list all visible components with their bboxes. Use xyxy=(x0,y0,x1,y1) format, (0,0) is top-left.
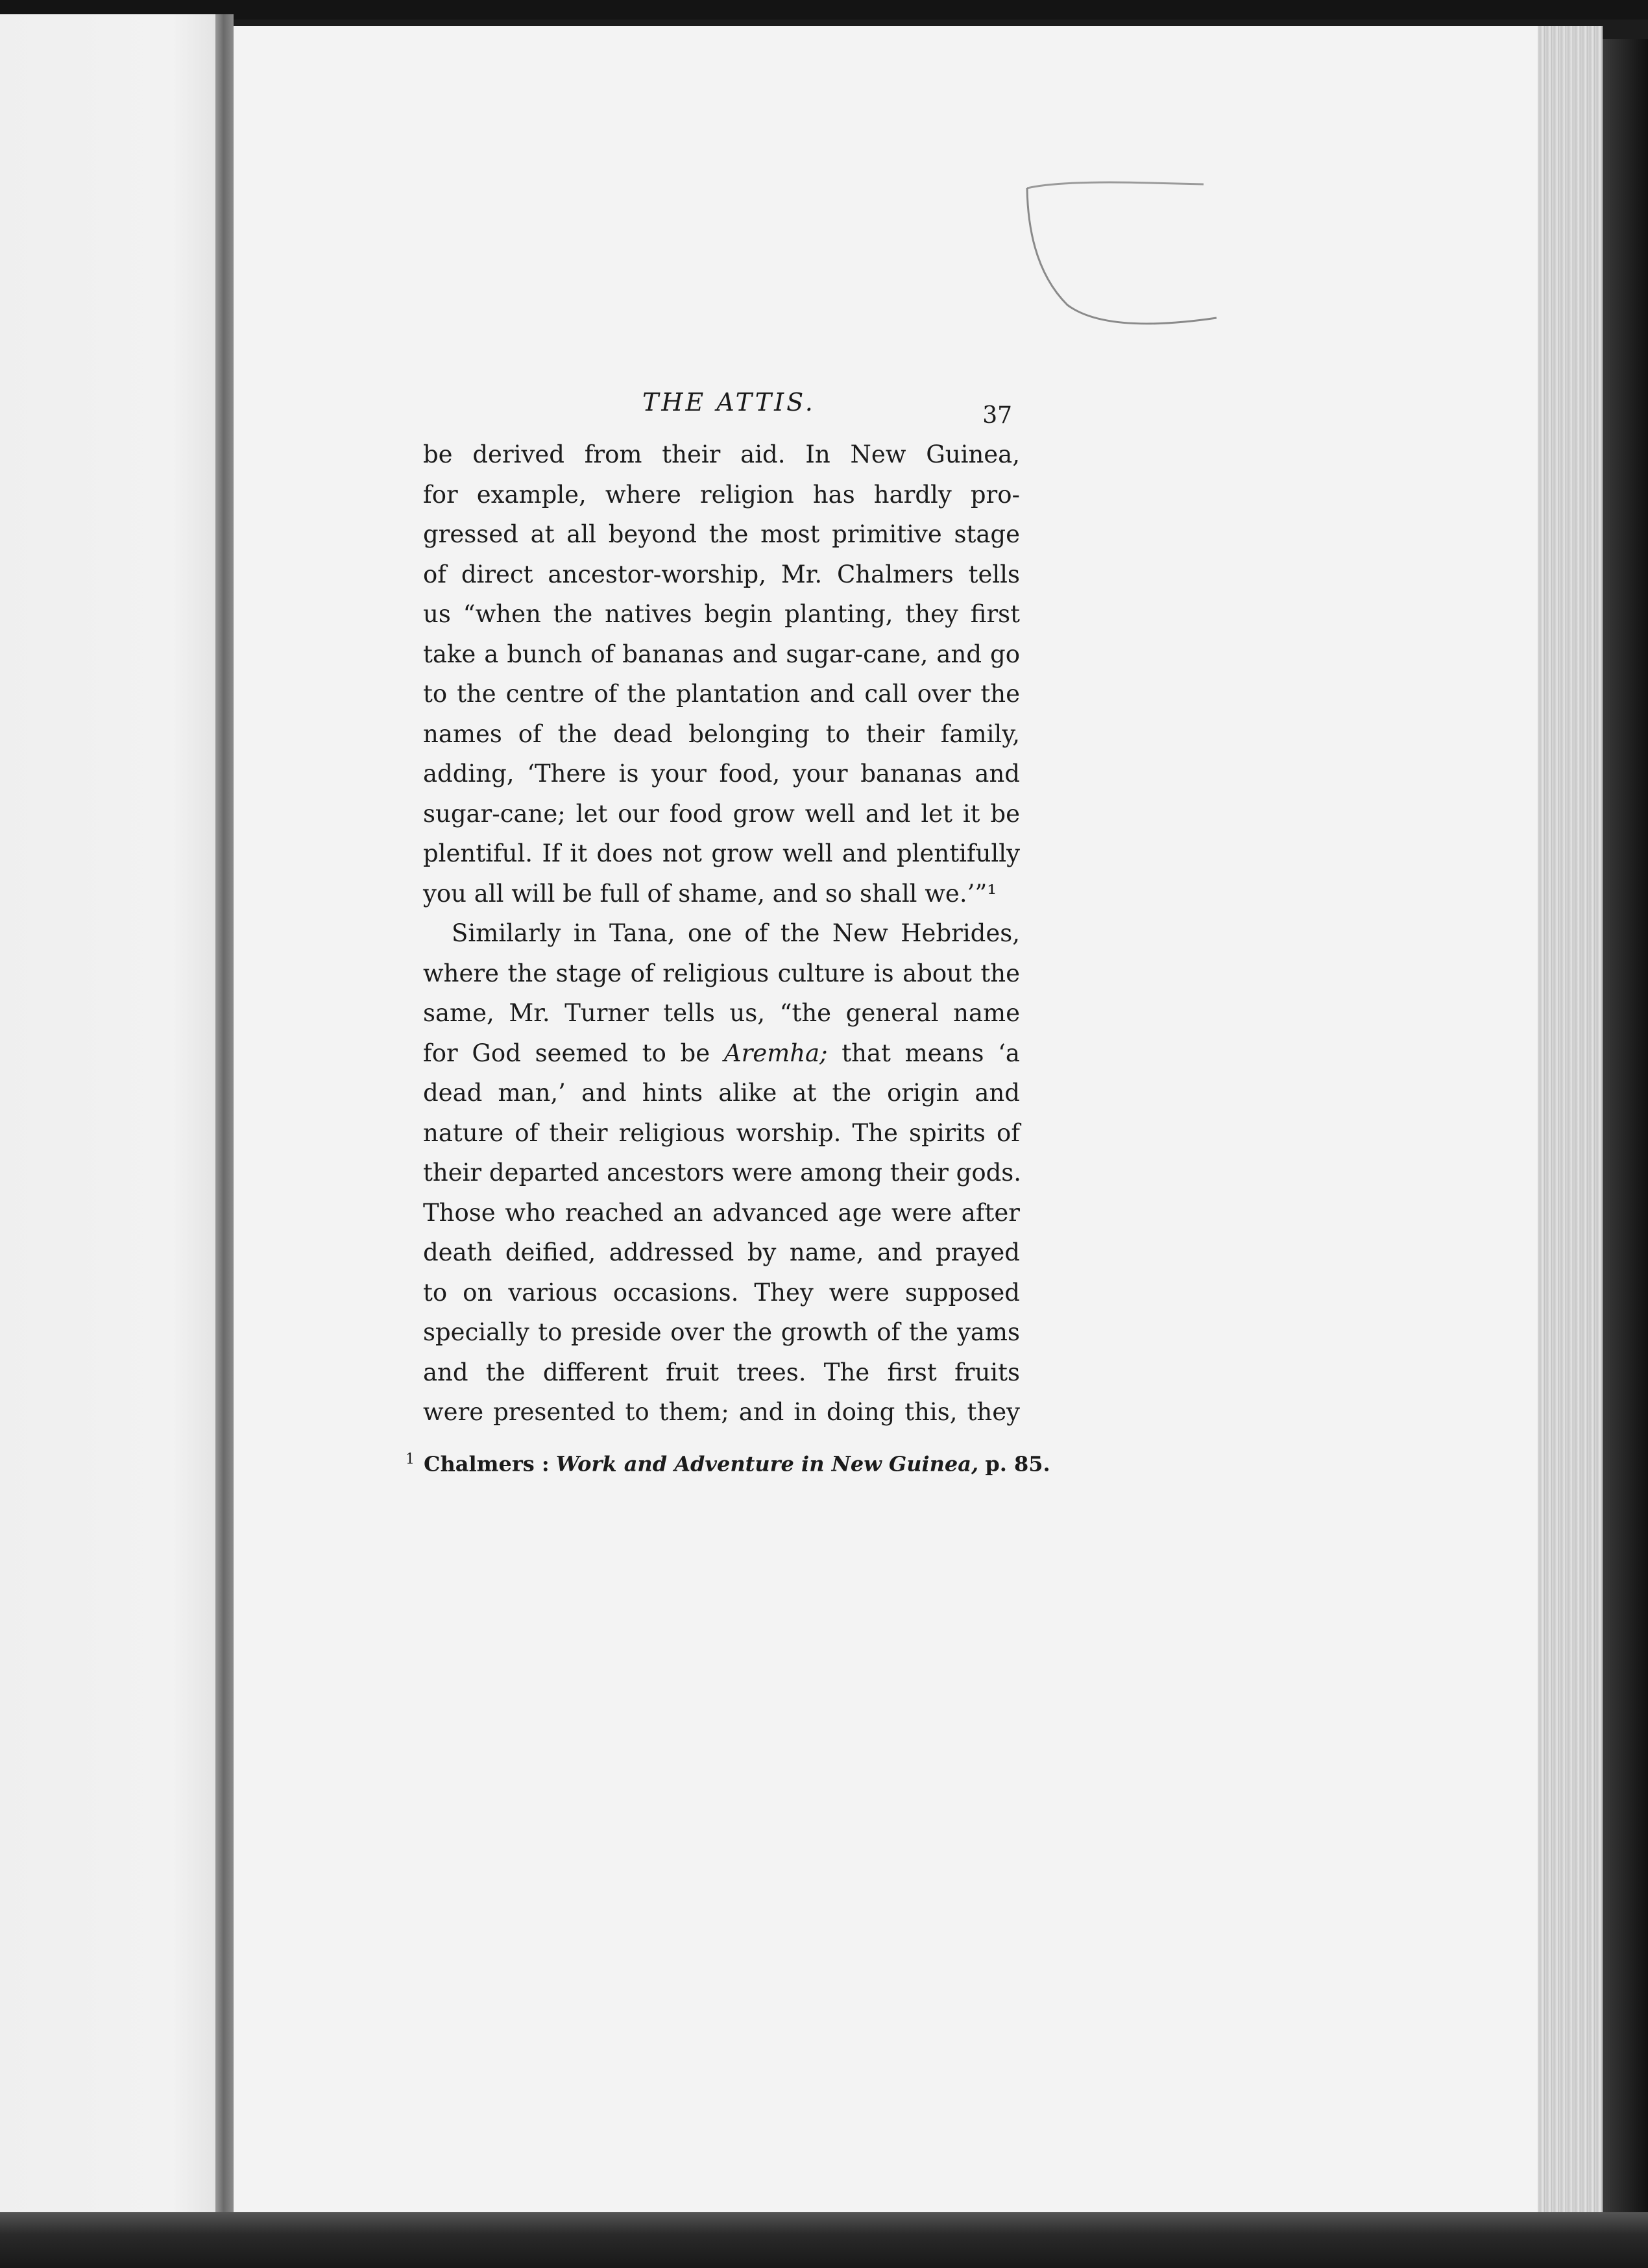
text-line: adding, ‘There is your food, your bananas and xyxy=(423,760,1020,788)
running-head: THE ATTIS. xyxy=(642,388,816,416)
footnote-mark: 1 xyxy=(406,1451,415,1467)
text-line: to on various occasions. They were supposed xyxy=(423,1278,1020,1307)
text-line: for example, where religion has hardly pro- xyxy=(423,480,1020,509)
text-line: gressed at all beyond the most primitive stage xyxy=(423,520,1020,548)
book-gutter xyxy=(215,14,234,2212)
text-fragment: that means ‘a xyxy=(827,1039,1020,1067)
text-line: Those who reached an advanced age were after xyxy=(423,1198,1020,1227)
text-line: of direct ancestor-worship, Mr. Chalmers tells xyxy=(423,560,1020,588)
text-line: same, Mr. Turner tells us, “the general name xyxy=(423,999,1020,1027)
text-line: death deified, addressed by name, and prayed xyxy=(423,1238,1020,1266)
italic-word: Aremha; xyxy=(723,1039,828,1067)
body-text xyxy=(423,435,1020,1432)
text-line: sugar-cane; let our food grow well and let it be xyxy=(423,799,1020,828)
text-line: take a bunch of bananas and sugar-cane, and go xyxy=(423,640,1020,668)
page-edge-stack xyxy=(1538,26,1603,2212)
text-line: to the centre of the plantation and call over the xyxy=(423,680,1020,708)
text-line: nature of their religious worship. The spirits of xyxy=(423,1118,1020,1147)
text-line: be derived from their aid. In New Guinea, xyxy=(423,440,1020,468)
footnote-title: Work and Adventure in New Guinea, xyxy=(555,1451,979,1477)
text-fragment: for God seemed to be xyxy=(423,1039,724,1067)
text-line: us “when the natives begin planting, they first xyxy=(423,600,1020,628)
text-line: Similarly in Tana, one of the New Hebrides, xyxy=(452,919,1020,947)
text-line-with-italic xyxy=(423,1033,1020,1074)
footnote xyxy=(406,1442,1050,1482)
page-number: 37 xyxy=(982,402,1012,429)
bottom-shadow-band xyxy=(0,2212,1648,2268)
text-line: names of the dead belonging to their family, xyxy=(423,719,1020,748)
cover-edge xyxy=(1603,39,1648,2219)
footnote-page-ref: p. 85. xyxy=(985,1451,1050,1477)
text-line: and the different fruit trees. The first fruits xyxy=(423,1358,1020,1386)
text-line: plentiful. If it does not grow well and plentifully xyxy=(423,839,1020,867)
footnote-author: Chalmers : xyxy=(424,1451,550,1477)
page-header xyxy=(428,388,1012,427)
text-line: specially to preside over the growth of the yams xyxy=(423,1318,1020,1346)
left-facing-page xyxy=(0,14,215,2212)
top-shadow-band xyxy=(0,0,1648,19)
pencil-mark-icon xyxy=(1022,175,1230,344)
text-line: were presented to them; and in doing this, they xyxy=(423,1398,1020,1426)
text-line: dead man,’ and hints alike at the origin and xyxy=(423,1079,1020,1107)
text-line: where the stage of religious culture is about the xyxy=(423,959,1020,987)
text-line: their departed ancestors were among their gods. xyxy=(423,1159,1022,1187)
text-line: you all will be full of shame, and so shall we.’”¹ xyxy=(423,879,997,908)
